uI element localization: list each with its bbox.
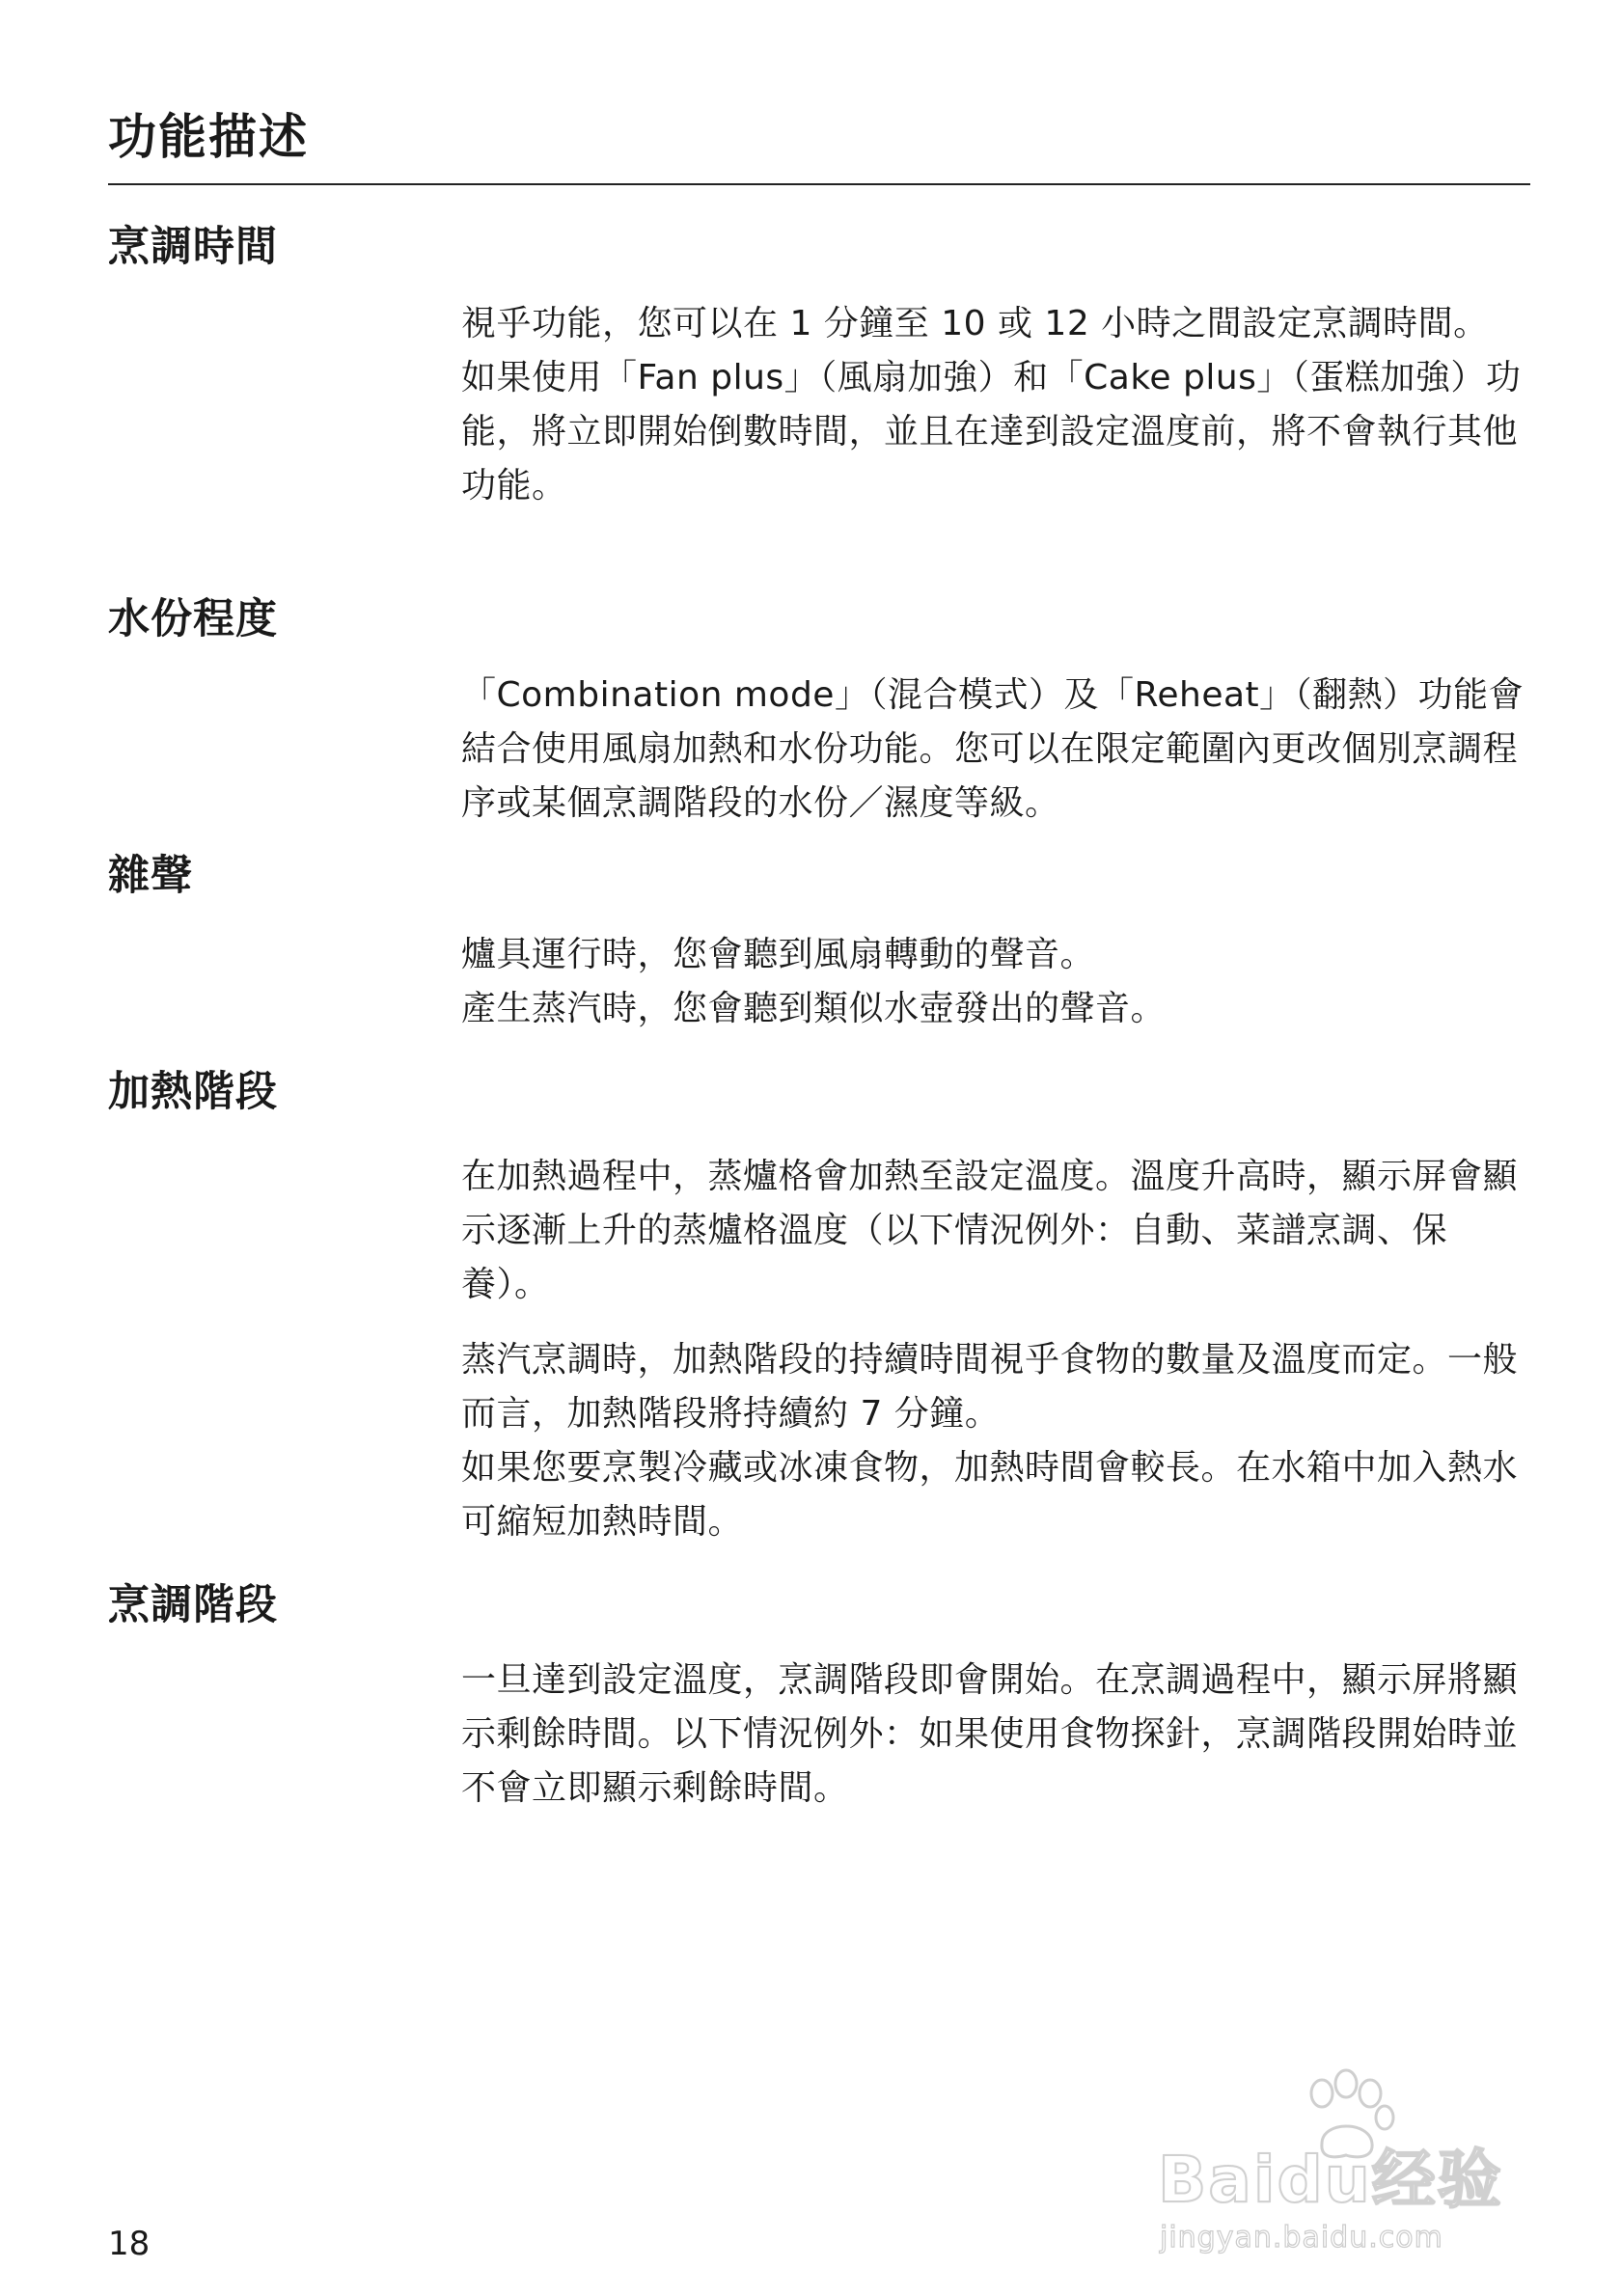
watermark xyxy=(1148,2064,1534,2257)
watermark-sub-text: jingyan.baidu.com xyxy=(1160,2221,1443,2255)
paragraph: 如果您要烹製冷藏或冰凍食物，加熱時間會較長。在水箱中加入熱水可縮短加熱時間。 xyxy=(461,1448,1519,1542)
watermark-main-text: Baidu经验 xyxy=(1158,2143,1503,2217)
section-heading-noise: 雜聲 xyxy=(108,852,193,900)
section-body-noise xyxy=(461,928,1530,1036)
section-body-moisture-level xyxy=(461,669,1530,831)
page-title: 功能描述 xyxy=(108,109,309,165)
section-heading-moisture-level: 水份程度 xyxy=(108,595,278,643)
section-heading-heating-phase: 加熱階段 xyxy=(108,1068,278,1116)
section-heading-cooking-phase: 烹調階段 xyxy=(108,1581,278,1629)
paragraph: 如果使用「Fan plus」（風扇加強）和「Cake plus」（蛋糕加強）功能，將立即開始倒數時間，並且在達到設定溫度前，將不會執行其他功能。 xyxy=(461,358,1522,506)
section-body-heating-phase xyxy=(461,1150,1530,1549)
paragraph: 一旦達到設定溫度，烹調階段即會開始。在烹調過程中，顯示屏將顯示剩餘時間。以下情況例外：如果使用食物探針，烹調階段開始時並不會立即顯示剩餘時間。 xyxy=(461,1660,1519,1808)
paragraph: 爐具運行時，您會聽到風扇轉動的聲音。 xyxy=(461,935,1096,974)
section-body-cooking-phase xyxy=(461,1654,1530,1816)
paragraph: 產生蒸汽時，您會聽到類似水壺發出的聲音。 xyxy=(461,989,1167,1028)
title-divider xyxy=(108,183,1530,185)
paragraph: 蒸汽烹調時，加熱階段的持續時間視乎食物的數量及溫度而定。一般而言，加熱階段將持續約 7 分鐘。 xyxy=(461,1340,1519,1434)
paragraph: 視乎功能，您可以在 1 分鐘至 10 或 12 小時之間設定烹調時間。 xyxy=(461,304,1489,343)
paragraph: 「Combination mode」（混合模式）及「Reheat」（翻熱）功能會結合使用風扇加熱和水份功能。您可以在限定範圍內更改個別烹調程序或某個烹調階段的水份／濕度等級。 xyxy=(461,675,1525,823)
paragraph: 在加熱過程中，蒸爐格會加熱至設定溫度。溫度升高時，顯示屏會顯示逐漸上升的蒸爐格溫度（以下情況例外：自動、菜譜烹調、保養）。 xyxy=(461,1157,1519,1304)
section-body-cooking-time xyxy=(461,297,1530,513)
section-heading-cooking-time: 烹調時間 xyxy=(108,223,278,271)
page-number: 18 xyxy=(108,2225,151,2263)
